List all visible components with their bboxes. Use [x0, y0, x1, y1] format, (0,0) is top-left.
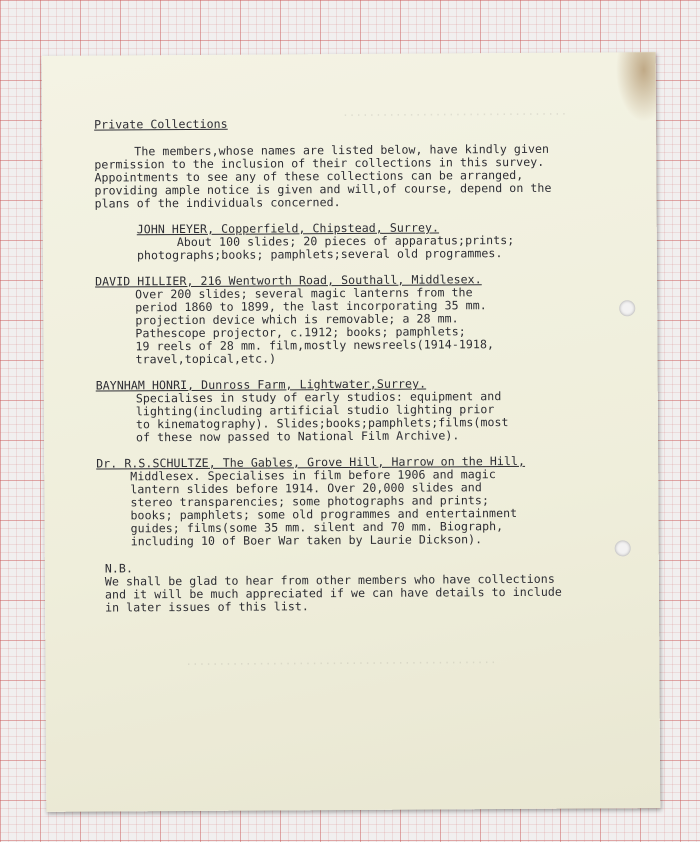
- collector-heading: JOHN HEYER, Copperfield, Chipstead, Surrey.: [136, 220, 440, 237]
- nb-label: N.B.: [104, 561, 133, 576]
- description-line: travel,topical,etc.): [135, 351, 277, 367]
- intro-line: Appointments to see any of these collections can be arranged,: [94, 167, 524, 185]
- collection-description: [130, 467, 616, 549]
- punch-hole-bottom: [615, 540, 631, 556]
- description-line: period 1860 to 1899, the last incorporating 35 mm.: [135, 298, 487, 315]
- intro-line: providing ample notice is given and will,of course, depend on the: [94, 180, 552, 198]
- collector-heading: Dr. R.S.SCHULTZE, The Gables, Grove Hill, Harrow on the Hill,: [96, 453, 526, 471]
- nb-line: We shall be glad to hear from other members who have collections: [104, 571, 555, 589]
- collection-entry: [137, 220, 615, 262]
- description-line: of these now passed to National Film Archive).: [135, 428, 460, 445]
- description-line: including 10 of Boer War taken by Laurie Dickson).: [130, 532, 483, 549]
- nb-line: and it will be much appreciated if we can have details to include: [104, 584, 562, 602]
- description-line: lantern slides before 1914. Over 20,000 slides and: [130, 480, 482, 497]
- description-line: books; pamphlets; some old programmes and entertainment: [130, 505, 518, 523]
- document-title: Private Collections: [94, 116, 228, 132]
- collection-entry: [95, 272, 616, 367]
- paper-sheet: [42, 52, 661, 812]
- description-line: to kinematography). Slides;books;pamphlets;films(most: [135, 415, 509, 432]
- description-line: Middlesex. Specialises in film before 1906 and magic: [130, 467, 496, 484]
- intro-line: permission to the inclusion of their collections in this survey.: [94, 154, 545, 172]
- description-line: Pathescope projector, c.1912; books; pamphlets;: [135, 324, 466, 341]
- corner-stain: [616, 52, 656, 122]
- collector-heading: DAVID HILLIER, 216 Wentworth Road, Southall, Middlesex.: [95, 272, 482, 289]
- description-line: projection device which is removable; a 28 mm.: [135, 311, 459, 328]
- nota-bene-section: [105, 559, 617, 614]
- show-through-text: ...............................................: [185, 653, 497, 669]
- collection-entry: [96, 453, 617, 549]
- description-line: photographs;books; pamphlets;several old programmes.: [136, 246, 503, 263]
- show-through-text: ..................................: [342, 104, 568, 120]
- description-line: Specialises in study of early studios: equipment and: [135, 389, 502, 406]
- collection-description: [135, 389, 616, 445]
- punch-hole-top: [619, 300, 635, 316]
- intro-line: The members,whose names are listed below, have kindly given: [134, 141, 550, 159]
- description-line: lighting(including artificial studio lighting prior: [135, 402, 495, 419]
- collector-heading: BAYNHAM HONRI, Dunross Farm, Lightwater,Surrey.: [95, 376, 427, 393]
- description-line: 19 reels of 28 mm. film,mostly newsreels(1914-1918,: [135, 337, 495, 354]
- collection-entry: [95, 376, 616, 445]
- description-line: Over 200 slides; several magic lanterns from the: [135, 285, 473, 302]
- intro-paragraph: [94, 142, 614, 210]
- nb-line: in later issues of this list.: [105, 599, 309, 615]
- description-line: About 100 slides; 20 pieces of apparatus;prints;: [176, 232, 515, 250]
- intro-line: plans of the individuals concerned.: [94, 195, 341, 211]
- collection-description: [137, 233, 615, 262]
- collection-description: [137, 285, 615, 366]
- description-line: guides; films(some 35 mm. silent and 70 mm. Biograph,: [130, 519, 504, 536]
- description-line: stereo transparencies; some photographs and prints;: [130, 493, 489, 510]
- typed-text-block: [94, 115, 617, 614]
